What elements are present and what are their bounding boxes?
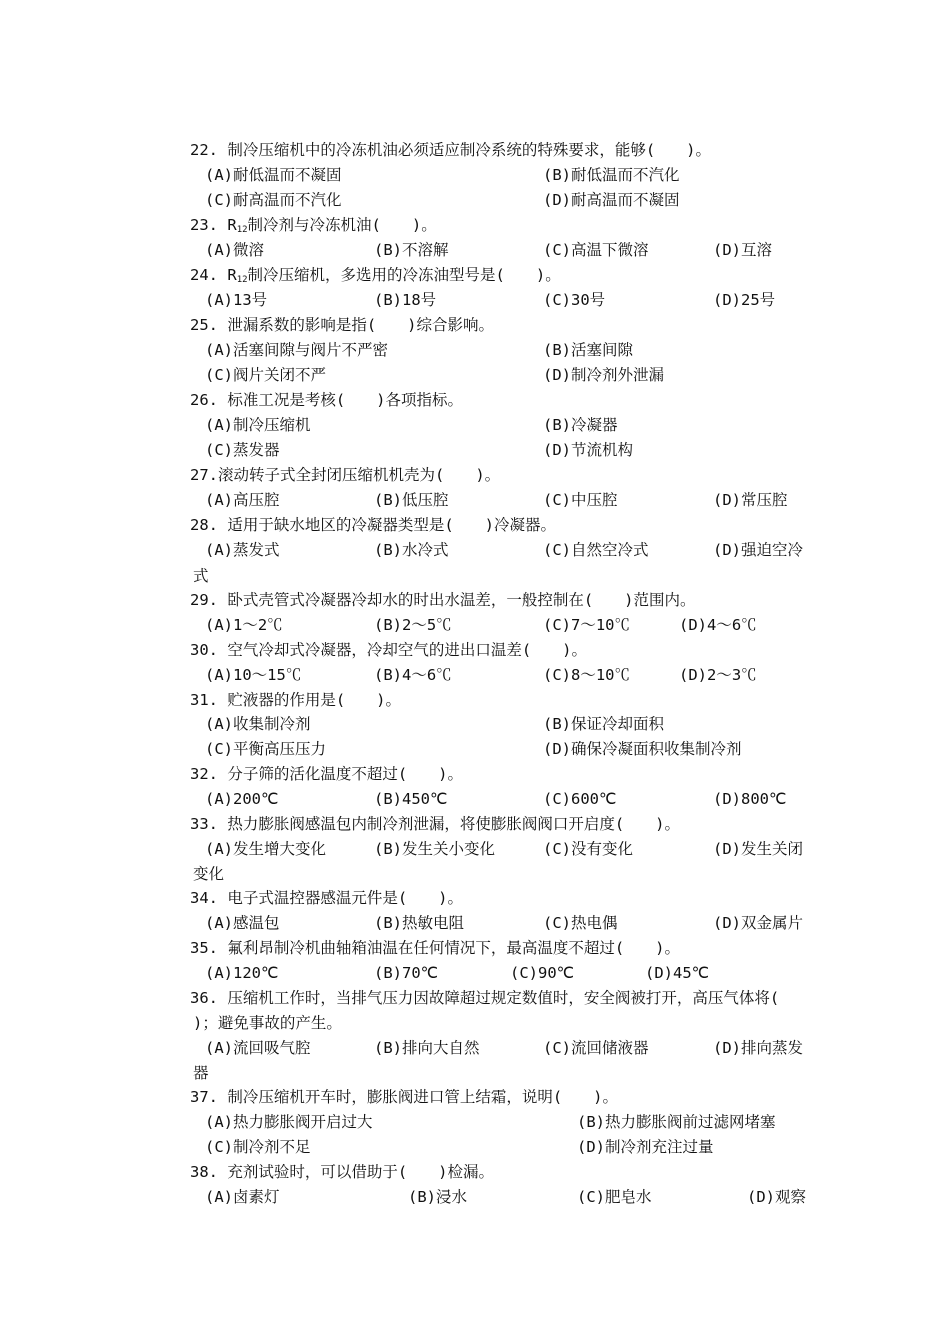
option: (C)90℃ xyxy=(510,964,575,982)
option: (B)18号 xyxy=(374,291,437,309)
option: (A)流回吸气腔 xyxy=(205,1039,311,1057)
option: (C)8～10℃ xyxy=(543,666,630,684)
option: (C)高温下微溶 xyxy=(543,241,649,259)
refrigerant-symbol: R xyxy=(227,266,237,284)
option: (B)水冷式 xyxy=(374,541,449,559)
question-text: 充剂试验时，可以借助于( )检漏。 xyxy=(227,1163,495,1181)
question-text: 贮液器的作用是( )。 xyxy=(227,691,402,709)
question-text: 适用于缺水地区的冷凝器类型是( )冷凝器。 xyxy=(227,516,557,534)
question-23 xyxy=(190,213,437,237)
option: (B)热力膨胀阀前过滤网堵塞 xyxy=(577,1113,776,1131)
question-27 xyxy=(190,463,500,487)
option: (D)制冷剂充注过量 xyxy=(577,1138,714,1156)
option: (D)制冷剂外泄漏 xyxy=(543,366,664,384)
option: (D)800℃ xyxy=(713,790,787,808)
question-text: 滚动转子式全封闭压缩机机壳为( )。 xyxy=(218,466,501,484)
option: (D)发生关闭 xyxy=(713,840,803,858)
option: (D)25号 xyxy=(713,291,776,309)
question-number: 35. xyxy=(190,939,218,957)
question-number: 29. xyxy=(190,591,218,609)
question-24 xyxy=(190,263,561,287)
refrigerant-symbol: R xyxy=(227,216,237,234)
option-wrap: 器 xyxy=(193,1064,209,1082)
question-text: 泄漏系数的影响是指( )综合影响。 xyxy=(227,316,495,334)
question-37 xyxy=(190,1085,618,1109)
option: (B)保证冷却面积 xyxy=(543,715,664,733)
option: (C)蒸发器 xyxy=(205,441,280,459)
question-number: 27. xyxy=(190,466,218,484)
option: (A)制冷压缩机 xyxy=(205,416,311,434)
option: (A)耐低温而不凝固 xyxy=(205,166,342,184)
question-38 xyxy=(190,1160,494,1184)
option: (A)感温包 xyxy=(205,914,280,932)
question-number: 31. xyxy=(190,691,218,709)
question-text: 制冷压缩机中的冷冻机油必须适应制冷系统的特殊要求，能够( )。 xyxy=(227,141,712,159)
question-34 xyxy=(190,886,463,910)
question-text: 电子式温控器感温元件是( )。 xyxy=(227,889,464,907)
option: (D)节流机构 xyxy=(543,441,633,459)
option: (D)互溶 xyxy=(713,241,772,259)
question-number: 28. xyxy=(190,516,218,534)
option: (B)排向大自然 xyxy=(374,1039,480,1057)
option: (C)阀片关闭不严 xyxy=(205,366,326,384)
question-number: 23. xyxy=(190,216,218,234)
question-text: 分子筛的活化温度不超过( )。 xyxy=(227,765,464,783)
option: (A)蒸发式 xyxy=(205,541,280,559)
option-wrap: 式 xyxy=(193,567,209,585)
option: (A)高压腔 xyxy=(205,491,280,509)
question-text: 氟利昂制冷机曲轴箱油温在任何情况下，最高温度不超过( )。 xyxy=(227,939,681,957)
option: (A)活塞间隙与阀片不严密 xyxy=(205,341,388,359)
option: (B)发生关小变化 xyxy=(374,840,495,858)
option: (C)热电偶 xyxy=(543,914,618,932)
option: (A)10～15℃ xyxy=(205,666,302,684)
option: (C)7～10℃ xyxy=(543,616,630,634)
option: (D)2～3℃ xyxy=(679,666,757,684)
option: (D)常压腔 xyxy=(713,491,788,509)
option: (D)观察 xyxy=(747,1188,806,1206)
option: (C)制冷剂不足 xyxy=(205,1138,311,1156)
option: (C)流回储液器 xyxy=(543,1039,649,1057)
option: (A)13号 xyxy=(205,291,268,309)
option: (B)2～5℃ xyxy=(374,616,452,634)
option: (B)4～6℃ xyxy=(374,666,452,684)
question-text: 制冷剂与冷冻机油( )。 xyxy=(247,216,437,234)
option: (C)肥皂水 xyxy=(577,1188,652,1206)
question-36 xyxy=(190,986,779,1010)
option: (D)4～6℃ xyxy=(679,616,757,634)
question-text: 制冷压缩机，多选用的冷冻油型号是( )。 xyxy=(247,266,561,284)
option: (C)600℃ xyxy=(543,790,617,808)
option: (C)30号 xyxy=(543,291,606,309)
option: (D)45℃ xyxy=(645,964,710,982)
question-31 xyxy=(190,688,401,712)
option: (A)120℃ xyxy=(205,964,279,982)
option: (B)浸水 xyxy=(408,1188,467,1206)
option: (C)中压腔 xyxy=(543,491,618,509)
question-number: 33. xyxy=(190,815,218,833)
option: (D)耐高温而不凝固 xyxy=(543,191,680,209)
option: (A)1～2℃ xyxy=(205,616,283,634)
question-number: 34. xyxy=(190,889,218,907)
option: (C)自然空冷式 xyxy=(543,541,649,559)
question-number: 25. xyxy=(190,316,218,334)
question-number: 30. xyxy=(190,641,218,659)
option: (A)发生增大变化 xyxy=(205,840,326,858)
question-number: 38. xyxy=(190,1163,218,1181)
option: (B)热敏电阻 xyxy=(374,914,464,932)
option: (C)平衡高压压力 xyxy=(205,740,326,758)
option: (B)450℃ xyxy=(374,790,448,808)
question-26 xyxy=(190,388,463,412)
option: (A)收集制冷剂 xyxy=(205,715,311,733)
option: (B)冷凝器 xyxy=(543,416,618,434)
question-number: 32. xyxy=(190,765,218,783)
question-number: 36. xyxy=(190,989,218,1007)
option-wrap: 变化 xyxy=(193,865,225,883)
question-text: 空气冷却式冷凝器，冷却空气的进出口温差( )。 xyxy=(227,641,588,659)
question-28 xyxy=(190,513,556,537)
option: (D)双金属片 xyxy=(713,914,803,932)
question-29 xyxy=(190,588,696,612)
question-text: 标准工况是考核( )各项指标。 xyxy=(227,391,464,409)
question-text: 卧式壳管式冷凝器冷却水的时出水温差，一般控制在( )范围内。 xyxy=(227,591,696,609)
question-text: 压缩机工作时，当排气压力因故障超过规定数值时，安全阀被打开，高压气体将( xyxy=(227,989,780,1007)
option: (C)没有变化 xyxy=(543,840,633,858)
option: (B)耐低温而不汽化 xyxy=(543,166,680,184)
question-32 xyxy=(190,762,463,786)
question-number: 37. xyxy=(190,1088,218,1106)
option: (D)排向蒸发 xyxy=(713,1039,803,1057)
question-22 xyxy=(190,138,711,162)
question-30 xyxy=(190,638,587,662)
option: (A)微溶 xyxy=(205,241,264,259)
question-text-continued: )；避免事故的产生。 xyxy=(193,1014,342,1032)
refrigerant-subscript: 12 xyxy=(236,225,248,235)
option: (C)耐高温而不汽化 xyxy=(205,191,342,209)
question-number: 22. xyxy=(190,141,218,159)
question-number: 24. xyxy=(190,266,218,284)
question-number: 26. xyxy=(190,391,218,409)
option: (B)活塞间隙 xyxy=(543,341,633,359)
option: (B)低压腔 xyxy=(374,491,449,509)
question-text: 制冷压缩机开车时，膨胀阀进口管上结霜，说明( )。 xyxy=(227,1088,619,1106)
option: (B)不溶解 xyxy=(374,241,449,259)
option: (B)70℃ xyxy=(374,964,439,982)
question-35 xyxy=(190,936,680,960)
option: (A)卤素灯 xyxy=(205,1188,280,1206)
question-33 xyxy=(190,812,680,836)
option: (A)200℃ xyxy=(205,790,279,808)
option: (A)热力膨胀阀开启过大 xyxy=(205,1113,373,1131)
option: (D)确保冷凝面积收集制冷剂 xyxy=(543,740,742,758)
question-25 xyxy=(190,313,494,337)
refrigerant-subscript: 12 xyxy=(236,275,248,285)
option: (D)强迫空冷 xyxy=(713,541,803,559)
question-text: 热力膨胀阀感温包内制冷剂泄漏，将使膨胀阀阀口开启度( )。 xyxy=(227,815,681,833)
